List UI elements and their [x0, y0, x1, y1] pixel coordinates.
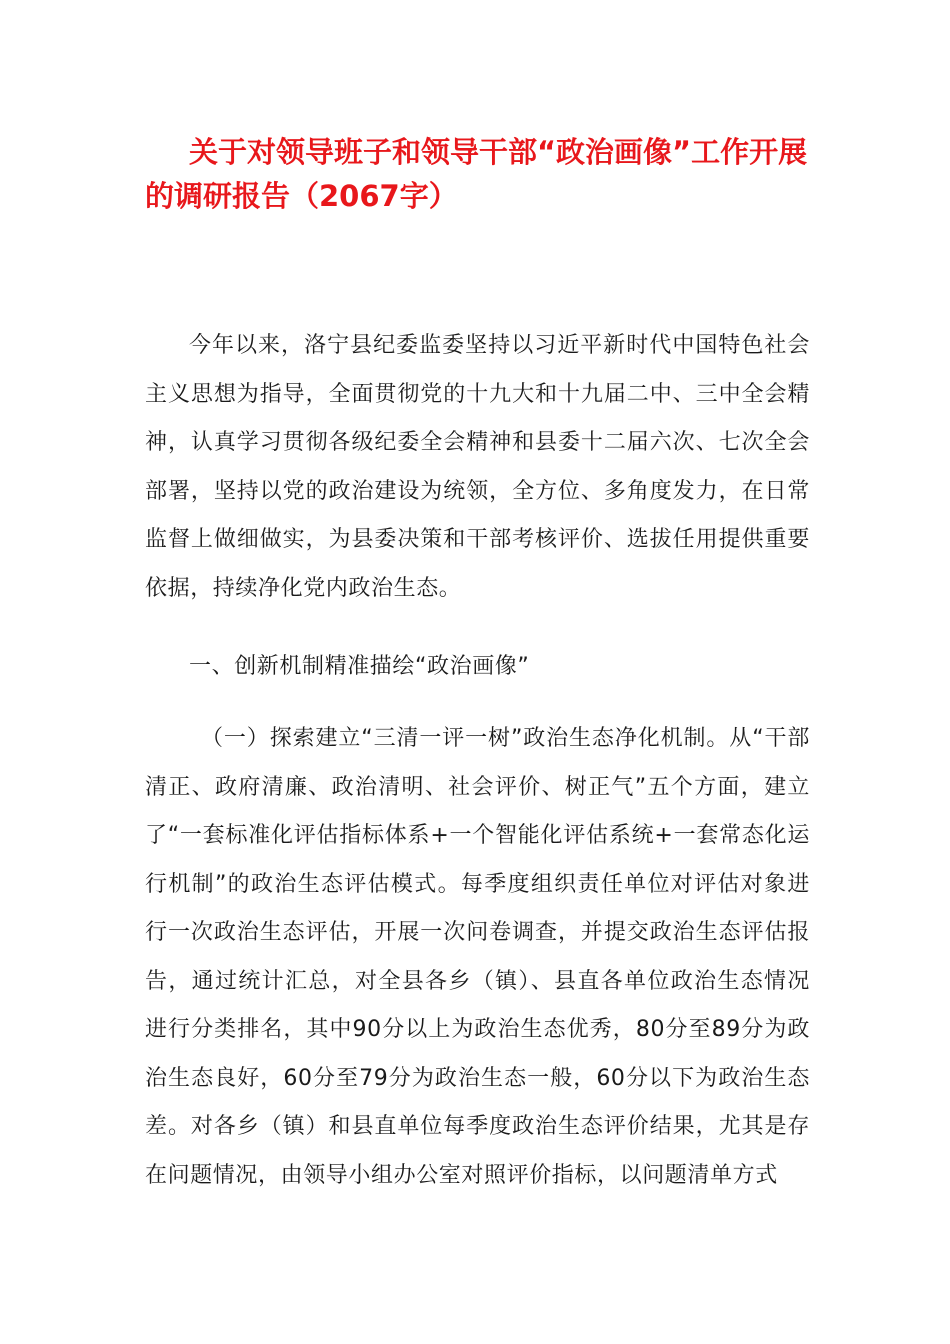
subsection-paragraph: （一）探索建立“三清一评一树”政治生态净化机制。从“干部清正、政府清廉、政治清明、社会评价、树正气”五个方面，建立了“一套标准化评估指标体系+一个智能化评估系统+一套常态化运行机制”的政治生态评估模式。每季度组织责任单位对评估对象进行一次政治生态评估，开展一次问卷调查，并提交政治生态评估报告，通过统计汇总，对全县各乡（镇）、县直各单位政治生态情况进行分类排名，其中90分以上为政治生态优秀，80分至89分为政治生态良好，60分至79分为政治生态一般，60分以下为政治生态差。对各乡（镇）和县直单位每季度政治生态评价结果，尤其是存在问题情况，由领导小组办公室对照评价指标，以问题清单方式 [145, 726, 810, 1188]
section-heading: 一、创新机制精准描绘“政治画像” [189, 654, 530, 679]
document-title: 关于对领导班子和领导干部“政治画像”工作开展的调研报告（2067字） [145, 135, 808, 213]
intro-paragraph: 今年以来，洛宁县纪委监委坚持以习近平新时代中国特色社会主义思想为指导，全面贯彻党的十九大和十九届二中、三中全会精神，认真学习贯彻各级纪委全会精神和县委十二届六次、七次全会部署，坚持以党的政治建设为统领，全方位、多角度发力，在日常监督上做细做实，为县委决策和干部考核评价、选拔任用提供重要依据，持续净化党内政治生态。 [145, 333, 810, 601]
